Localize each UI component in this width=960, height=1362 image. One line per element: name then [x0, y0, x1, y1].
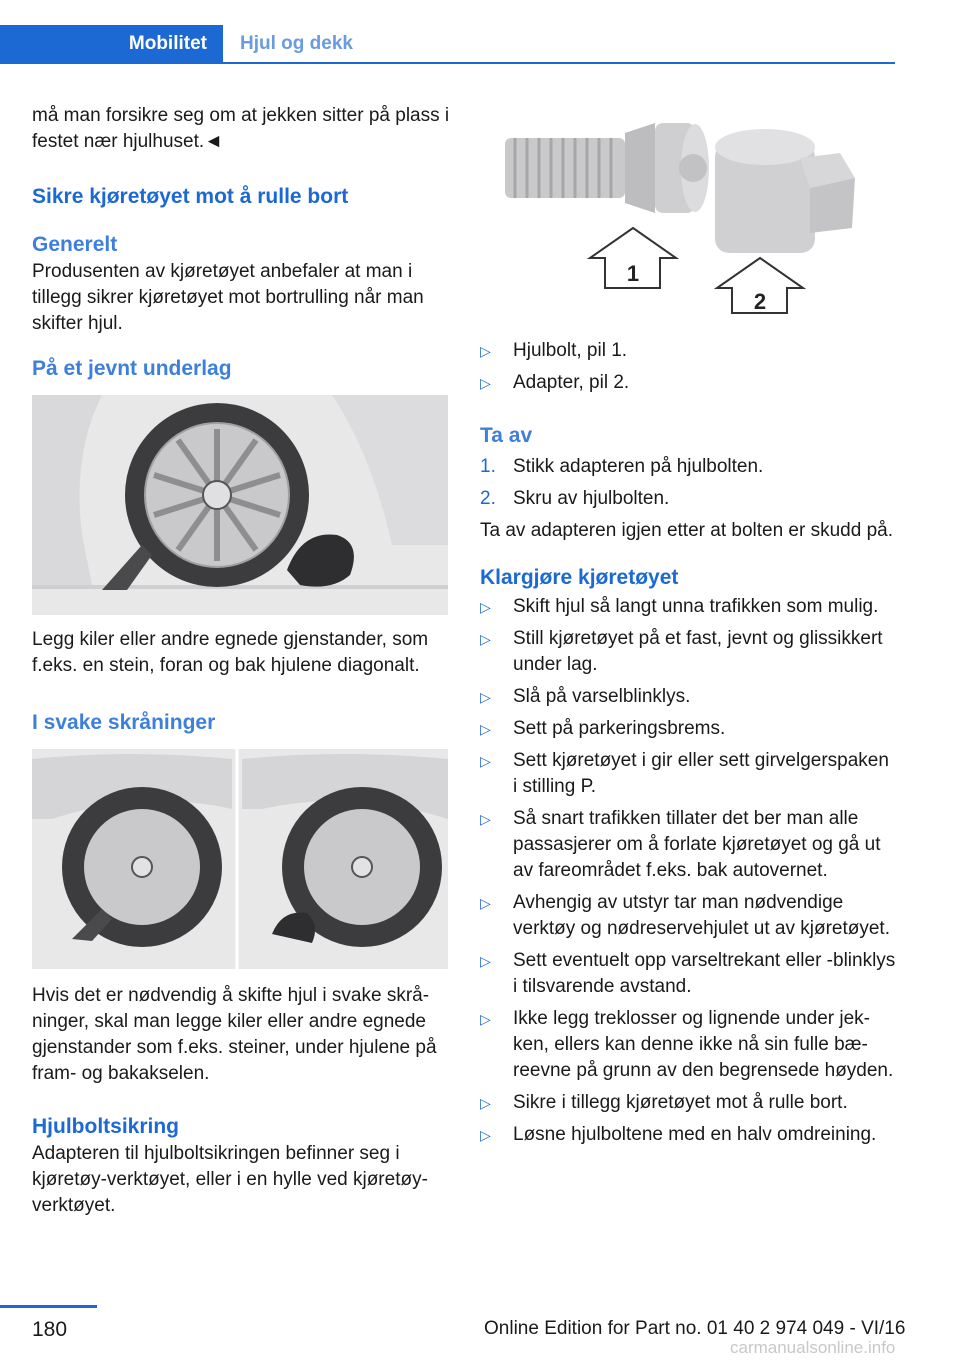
- left-column: [32, 103, 450, 1219]
- bullet-icon: ▷: [480, 1127, 491, 1143]
- list-item: ▷ Sikre i tillegg kjøretøyet mot å rulle bort.: [480, 1090, 898, 1122]
- list-item: ▷ Adapter, pil 2.: [480, 370, 898, 402]
- bullet-icon: ▷: [480, 343, 491, 359]
- bullet-icon: ▷: [480, 1011, 491, 1027]
- heading-secure: Sikre kjøretøyet mot å rulle bort: [32, 185, 349, 208]
- list-item: ▷ Avhengig av utstyr tar man nødvendige verktøy og nødreservehjulet ut av kjøretøyet.: [480, 892, 890, 939]
- watermark-text: carmanualsonline.info: [730, 1338, 896, 1357]
- edition-text: Online Edition for Part no. 01 40 2 974 049 - VI/16: [484, 1318, 906, 1339]
- wheel-chock-slope-illustration: [32, 749, 448, 969]
- wheel-lock-text: Adapteren til hjulboltsikringen befinner seg i kjøretøy-verktøyet, eller i en hylle ved kjøretøy-verktøyet.: [32, 1143, 428, 1216]
- prepare-list: [480, 594, 898, 1154]
- bullet-icon: ▷: [480, 895, 491, 911]
- section-tab[interactable]: Mobilitet: [0, 25, 223, 62]
- arrow-label-2: 2: [753, 289, 767, 314]
- general-text: Produsenten av kjøretøyet anbefaler at man i tillegg sikrer kjøretøyet mot bortrulling når man skifter hjul.: [32, 261, 424, 334]
- list-item: ▷ Sett kjøretøyet i gir eller sett girvelgerspaken i stilling P.: [480, 750, 889, 797]
- wheel-bolt-figure: [480, 103, 898, 318]
- list-item: 1. Stikk adapteren på hjulbolten.: [480, 454, 898, 486]
- heading-remove: Ta av: [480, 424, 533, 447]
- flat-ground-figure: [32, 395, 448, 615]
- list-item: 2. Skru av hjulbolten.: [480, 486, 898, 518]
- list-item: ▷ Slå på varselblinklys.: [480, 684, 898, 716]
- bullet-icon: ▷: [480, 1095, 491, 1111]
- steps-list: [480, 454, 898, 518]
- heading-flat: På et jevnt underlag: [32, 357, 232, 380]
- list-item: ▷ Skift hjul så langt unna trafikken som mulig.: [480, 594, 898, 626]
- heading-general: Generelt: [32, 233, 118, 256]
- wheel-bolt-adapter-illustration: [480, 103, 898, 318]
- page-number: 180: [32, 1318, 68, 1341]
- heading-prepare: Klargjøre kjøretøyet: [480, 566, 679, 589]
- footer-accent-line: [0, 1305, 97, 1308]
- bullet-icon: ▷: [480, 631, 491, 647]
- heading-wheel-lock: Hjulboltsikring: [32, 1115, 179, 1138]
- arrow-label-1: 1: [626, 261, 640, 286]
- wheel-chock-flat-illustration: [32, 395, 448, 615]
- list-item: ▷ Løsne hjulboltene med en halv omdreining.: [480, 1122, 898, 1154]
- list-item: ▷ Sett eventuelt opp varseltrekant eller -blinklys i tilsvarende avstand.: [480, 950, 896, 997]
- bullet-icon: ▷: [480, 689, 491, 705]
- bullet-icon: ▷: [480, 375, 491, 391]
- parts-list: [480, 338, 898, 402]
- chapter-tab[interactable]: Hjul og dekk: [240, 33, 353, 54]
- flat-text: Legg kiler eller andre egnede gjenstander, som f.eks. en stein, foran og bak hjulene diagonalt.: [32, 629, 429, 676]
- list-item: ▷ Ikke legg treklosser og lignende under jekken, ellers kan denne ikke nå sin fulle bæreevne på grunn av den begrensede høyden.: [480, 1008, 894, 1081]
- list-item: ▷ Så snart trafikken tillater det ber man alle passasjerer om å forlate kjøretøyet og gå ut av fareområdet f.eks. bak autovernet.: [480, 808, 881, 881]
- slope-text: Hvis det er nødvendig å skifte hjul i svake skråninger, skal man legge kiler eller andre egnede gjenstander som f.eks. steiner, under hjulene på fram- og bakakselen.: [32, 985, 437, 1084]
- list-item: ▷ Hjulbolt, pil 1.: [480, 338, 898, 370]
- intro-text: må man forsikre seg om at jekken sitter på plass i festet nær hjulhuset.◄: [32, 105, 450, 152]
- remove-text: Ta av adapteren igjen etter at bolten er skudd på.: [480, 520, 893, 541]
- slope-figure: [32, 749, 448, 969]
- bullet-icon: ▷: [480, 753, 491, 769]
- page-header: [0, 25, 895, 64]
- right-column: [480, 103, 898, 1154]
- step-number: 2.: [480, 488, 496, 509]
- list-item: ▷ Sett på parkeringsbrems.: [480, 716, 898, 748]
- bullet-icon: ▷: [480, 811, 491, 827]
- heading-slope: I svake skråninger: [32, 711, 216, 734]
- bullet-icon: ▷: [480, 599, 491, 615]
- list-item: ▷ Still kjøretøyet på et fast, jevnt og glissikkert under lag.: [480, 628, 883, 675]
- bullet-icon: ▷: [480, 953, 491, 969]
- bullet-icon: ▷: [480, 721, 491, 737]
- step-number: 1.: [480, 456, 496, 477]
